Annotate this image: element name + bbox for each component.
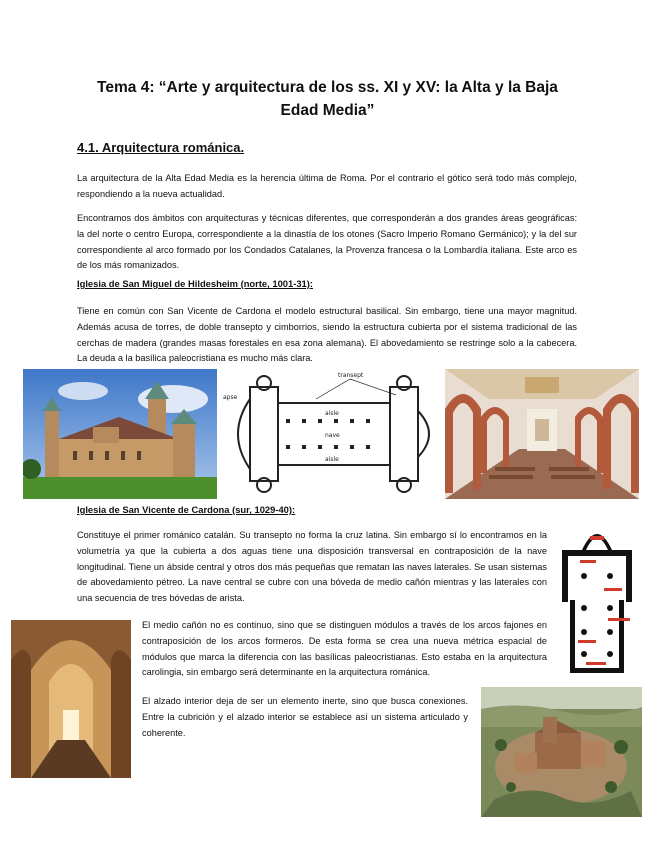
- page-title: Tema 4: “Arte y arquitectura de los ss. XI y XV: la Alta y la Baja Edad Media”: [97, 79, 558, 119]
- section-heading: 4.1. Arquitectura románica.: [77, 140, 245, 155]
- plan-label-transept: transept: [338, 372, 364, 379]
- cardona-paragraph-1: Constituye el primer románico catalán. Su transepto no forma la cruz latina. Sin embargo sí lo encontramos en la volumetría ya que la cubierta a dos aguas tiene una disposición transversal en contraposición de la nave longitudinal. Tiene un ábside central y otros dos más pequeñas que rematan las naves laterales. Se usan sistemas de abovedamiento pétreo. La nave central se cubre con una bóveda de medio cañón mientras y las laterales con una secuencia de tres bóvedas de arista.: [77, 530, 547, 604]
- hildesheim-interior-photo: [445, 369, 639, 499]
- hildesheim-heading: Iglesia de San Miguel de Hildesheim (norte, 1001-31):: [77, 278, 314, 289]
- cardona-paragraph-3: El alzado interior deja de ser un elemento inerte, sino que busca conexiones. Entre la cubrición y el alzado interior se establece así un sistema articulado y coherente.: [142, 696, 468, 738]
- plan-label-aisle-top: aisle: [325, 410, 339, 417]
- plan-label-aisle-bottom: aisle: [325, 456, 339, 463]
- hildesheim-floor-plan: [220, 369, 442, 499]
- plan-label-apse: apse: [223, 394, 238, 401]
- cardona-floor-plan: [556, 516, 638, 680]
- cardona-aerial-photo: [481, 687, 642, 817]
- intro-paragraph-2: Encontramos dos ámbitos con arquitecturas y técnicas diferentes, que corresponderán a dos grandes áreas geográficas: la del norte o centro Europa, correspondiente a la dinastía de los otones (Sacro Imperio Romano Germánico); y la del sur correspondiente al arco formado por los Condados Catalanes, la Provenza francesa o la Lombardía italiana. Este arco es de los más romanizados.: [77, 213, 577, 271]
- intro-paragraph-1: La arquitectura de la Alta Edad Media es la herencia última de Roma. Por el contrario el gótico será todo más complejo, respondiendo a la nueva actualidad.: [77, 173, 577, 199]
- hildesheim-exterior-photo: [23, 369, 217, 499]
- plan-label-nave: nave: [325, 432, 340, 439]
- hildesheim-paragraph: Tiene en común con San Vicente de Cardona el modelo estructural basilical. Sin embargo, tiene una mayor magnitud. Además acusa de torres, de doble transepto y cimborrios, siendo la estructura cubierta por el sistema tradicional de las cerchas de madera (grandes masas forestales en esa zona alemana). El abovedamiento se restringe solo a la cabecera. La deuda a la basílica paleocristiana es mucho más clara.: [77, 306, 577, 364]
- cardona-paragraph-2: El medio cañón no es continuo, sino que se distinguen módulos a través de los arcos fajones en contraposición de los arcos formeros. De esta forma se crea una nueva métrica espacial de módulos que marca la diferencia con las basílicas paleocristianas. Esto estaba en la arquitectura carolingia, sin embargo será determinante en la arquitectura románica.: [142, 620, 547, 678]
- cardona-heading: Iglesia de San Vicente de Cardona (sur, 1029-40):: [77, 504, 296, 515]
- cardona-interior-photo: [11, 620, 131, 778]
